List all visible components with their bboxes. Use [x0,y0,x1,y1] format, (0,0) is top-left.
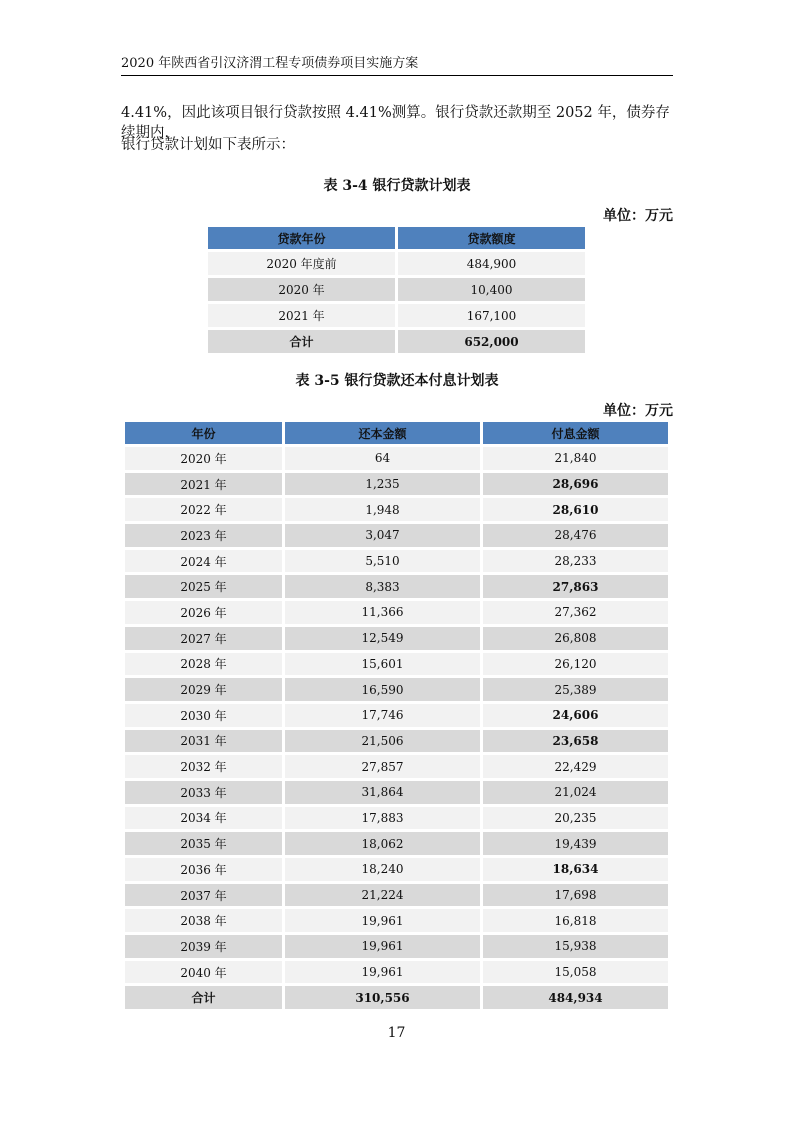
table-cell: 1,948 [285,498,480,521]
table-cell: 2033 年 [125,781,282,804]
table-cell: 21,224 [285,884,480,907]
table-cell: 167,100 [398,304,585,327]
table-row [125,550,668,573]
table-cell: 2022 年 [125,498,282,521]
table-row [125,473,668,496]
table-cell: 16,818 [483,909,668,932]
table-cell: 27,857 [285,755,480,778]
table-cell: 21,840 [483,447,668,470]
table-cell: 2023 年 [125,524,282,547]
table1-caption: 表 3-4 银行贷款计划表 [323,178,471,194]
table-cell: 18,634 [483,858,668,881]
table-row [125,935,668,958]
table-cell: 26,808 [483,627,668,650]
total-row [208,330,585,353]
table-row [125,498,668,521]
table-cell: 19,439 [483,832,668,855]
column-header: 付息金额 [483,422,668,444]
table-cell: 26,120 [483,653,668,676]
column-header: 年份 [125,422,282,444]
table-row [208,278,585,301]
table-cell: 2020 年 [125,447,282,470]
table-cell: 2026 年 [125,601,282,624]
table-cell: 1,235 [285,473,480,496]
table-row [125,755,668,778]
table-cell: 19,961 [285,909,480,932]
table-row [125,601,668,624]
table-header-row [208,227,585,249]
table-cell: 15,058 [483,961,668,984]
table-row [125,961,668,984]
table-cell: 27,362 [483,601,668,624]
table-cell: 19,961 [285,961,480,984]
column-header: 贷款额度 [398,227,585,249]
table-cell: 64 [285,447,480,470]
table-row [125,704,668,727]
table-row [125,678,668,701]
table-cell: 23,658 [483,730,668,753]
table-cell: 2032 年 [125,755,282,778]
table-cell: 5,510 [285,550,480,573]
total-cell: 合计 [208,330,395,353]
table-cell: 17,698 [483,884,668,907]
table-cell: 3,047 [285,524,480,547]
table-cell: 2024 年 [125,550,282,573]
table-cell: 8,383 [285,575,480,598]
table-cell: 22,429 [483,755,668,778]
total-cell: 652,000 [398,330,585,353]
table-cell: 17,746 [285,704,480,727]
total-cell: 484,934 [483,986,668,1009]
table-row [125,832,668,855]
table-cell: 2020 年度前 [208,252,395,275]
table-cell: 2039 年 [125,935,282,958]
table-row [125,781,668,804]
table-cell: 484,900 [398,252,585,275]
loan-plan-table [205,224,588,356]
table-cell: 28,610 [483,498,668,521]
table-cell: 18,062 [285,832,480,855]
table-cell: 2027 年 [125,627,282,650]
table-cell: 27,863 [483,575,668,598]
column-header: 还本金额 [285,422,480,444]
table-cell: 19,961 [285,935,480,958]
table-cell: 31,864 [285,781,480,804]
total-row [125,986,668,1009]
table-cell: 20,235 [483,807,668,830]
table-row [125,653,668,676]
table-row [208,304,585,327]
total-cell: 合计 [125,986,282,1009]
table-row [125,858,668,881]
table-cell: 15,938 [483,935,668,958]
table2-caption: 表 3-5 银行贷款还本付息计划表 [295,373,499,389]
table-cell: 24,606 [483,704,668,727]
intro-line-1: 4.41%，因此该项目银行贷款按照 4.41%测算。银行贷款还款期至 2052 年，债券存续期内， [121,105,670,141]
table-cell: 2025 年 [125,575,282,598]
table-cell: 11,366 [285,601,480,624]
repayment-plan-table [122,419,671,1012]
table-row [125,575,668,598]
table-row [125,627,668,650]
table-row [125,524,668,547]
table-cell: 2030 年 [125,704,282,727]
table-cell: 2021 年 [125,473,282,496]
table-cell: 21,024 [483,781,668,804]
table-cell: 15,601 [285,653,480,676]
table-row [125,884,668,907]
column-header: 贷款年份 [208,227,395,249]
table-cell: 2029 年 [125,678,282,701]
table-cell: 16,590 [285,678,480,701]
table-row [125,447,668,470]
table-cell: 2034 年 [125,807,282,830]
total-cell: 310,556 [285,986,480,1009]
table-header-row [125,422,668,444]
table-cell: 12,549 [285,627,480,650]
table-cell: 18,240 [285,858,480,881]
table-cell: 2020 年 [208,278,395,301]
table-cell: 2021 年 [208,304,395,327]
table2-unit: 单位：万元 [603,403,673,419]
page-number: 17 [387,1025,406,1041]
table-cell: 28,476 [483,524,668,547]
table-cell: 17,883 [285,807,480,830]
table-cell: 10,400 [398,278,585,301]
table-row [125,730,668,753]
table-cell: 21,506 [285,730,480,753]
table-cell: 2037 年 [125,884,282,907]
table-cell: 2028 年 [125,653,282,676]
table1-unit: 单位：万元 [603,208,673,224]
table-cell: 2036 年 [125,858,282,881]
table-cell: 2040 年 [125,961,282,984]
table-cell: 2035 年 [125,832,282,855]
table-cell: 25,389 [483,678,668,701]
table-row [125,807,668,830]
intro-line-2: 银行贷款计划如下表所示： [121,137,295,153]
table-cell: 2038 年 [125,909,282,932]
table-cell: 2031 年 [125,730,282,753]
page-header: 2020 年陕西省引汉济渭工程专项债券项目实施方案 [121,52,673,76]
table-cell: 28,233 [483,550,668,573]
table-row [208,252,585,275]
table-row [125,909,668,932]
table-cell: 28,696 [483,473,668,496]
